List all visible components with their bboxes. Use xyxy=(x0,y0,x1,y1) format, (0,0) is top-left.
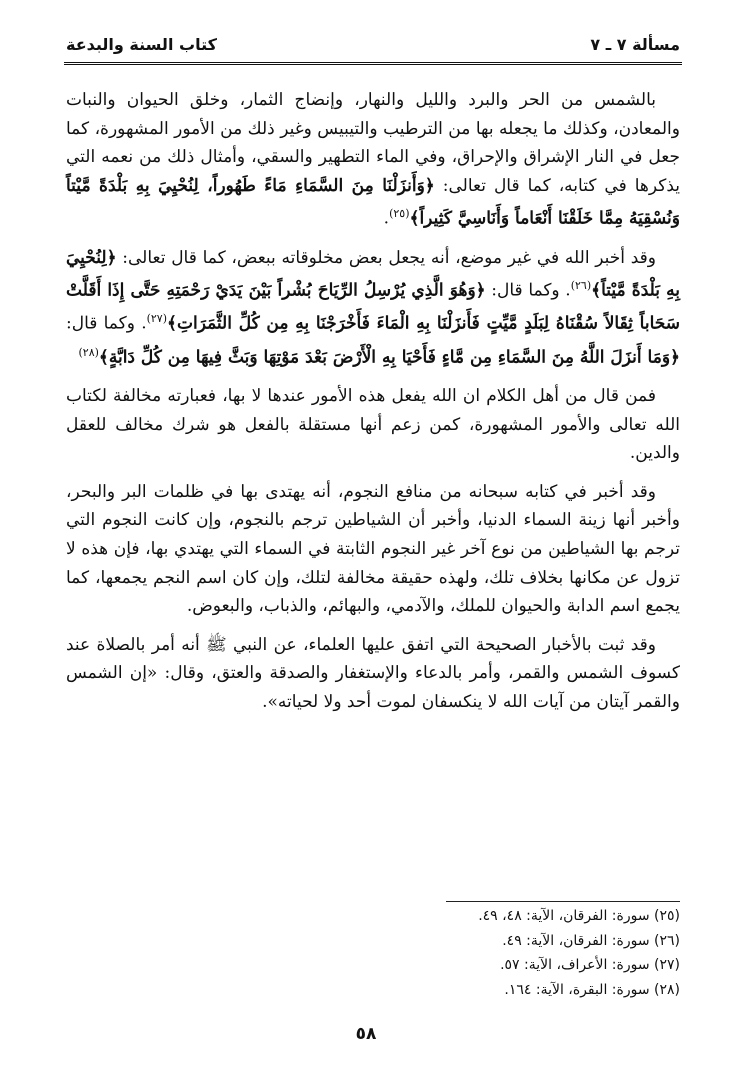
footnote: (٢٦) سورة: الفرقان، الآية: ٤٩. xyxy=(502,932,680,949)
footnote-ref: (٢٨) xyxy=(78,345,99,359)
footnote-ref: (٢٥) xyxy=(389,207,410,221)
footnote: (٢٥) سورة: الفرقان، الآية: ٤٨، ٤٩. xyxy=(478,908,680,924)
issue-number: مسألة ٧ ـ ٧ xyxy=(590,35,680,54)
footnote: (٢٧) سورة: الأعراف، الآية: ٥٧. xyxy=(500,957,680,973)
paragraph xyxy=(66,382,680,468)
paragraph xyxy=(66,244,680,372)
running-header xyxy=(66,35,680,59)
quran-verse: ﴿وَأَنزَلْنَا مِنَ السَّمَاءِ مَاءً طَهُوراً، لِنُحْيِيَ بِهِ بَلْدَةً مَّيْتاً وَنُسْقِيَهُ مِمَّا خَلَقْنَا أَنْعَاماً وَأَنَاسِيَّ كَثِيراً﴾ xyxy=(66,175,680,230)
paragraph xyxy=(66,478,680,621)
footnote-ref: (٢٧) xyxy=(146,312,168,326)
paragraph-text: وقد أخبر في كتابه سبحانه من منافع النجوم، أنه يهتدى بها في ظلمات البر والبحر، وأخبر أنها زينة السماء الدنيا، وأخبر أن الشياطين ترجم بالنجوم، وإن كانت النجوم التي ترجم بها الشياطين من نوع آخر غير النجوم الثابتة في السماء التي يهتدي بها، فإن هذه لا تزول عن مكانها بخلاف تلك، ولهذه حقيقة مخالفة لتلك، وإن كان اسم النجم يجمعها، كما يجمع اسم الدابة والحيوان للملك، والآدمي، والبهائم، والذباب، والبعوض. xyxy=(66,481,680,617)
footnote-rule xyxy=(446,901,680,902)
quran-verse: ﴿وَهُوَ الَّذِي يُرْسِلُ الرِّيَاحَ بُشْراً بَيْنَ يَدَيْ رَحْمَتِهِ حَتَّى إِذَا أَقَلَّتْ سَحَاباً ثِقَالاً سُقْنَاهُ لِبَلَدٍ مَّيِّتٍ فَأَنزَلْنَا بِهِ الْمَاءَ فَأَخْرَجْنَا بِهِ مِن كُلِّ الثَّمَرَاتِ﴾ xyxy=(66,280,680,335)
main-text xyxy=(66,86,680,727)
book-title: كتاب السنة والبدعة xyxy=(66,35,217,54)
quran-verse: ﴿لِنُحْيِيَ بِهِ بَلْدَةً مَّيْتاً﴾ xyxy=(66,247,680,301)
paragraph-text: . وكما قال: xyxy=(66,314,147,335)
paragraph-text: فمن قال من أهل الكلام ان الله يفعل هذه الأمور عندها لا بها، فعبارته مخالفة لكتاب الله تعالى والأمور المشهورة، كمن زعم أنها مستقلة بالفعل هو شرك مخالف للعقل والدين. xyxy=(66,385,680,464)
paragraph-text: وقد أخبر الله في غير موضع، أنه يجعل بعض مخلوقاته ببعض، كما قال تعالى: xyxy=(116,247,656,268)
footnote: (٢٨) سورة: البقرة، الآية: ١٦٤. xyxy=(504,981,680,998)
paragraph-text: وقد ثبت بالأخبار الصحيحة التي اتفق عليها العلماء، عن النبي ﷺ أنه أمر بالصلاة عند كسوف الشمس والقمر، وأمر بالدعاء والإستغفار والصدقة والعتق، وقال: «إن الشمس والقمر آيتان من آيات الله لا ينكسفان لموت أحد ولا لحياته». xyxy=(66,634,680,712)
quran-verse: ﴿وَمَا أَنزَلَ اللَّهُ مِنَ السَّمَاءِ مِن مَّاءٍ فَأَحْيَا بِهِ الْأَرْضَ بَعْدَ مَوْتِهَا وَبَثَّ فِيهَا مِن كُلِّ دَابَّةٍ﴾ xyxy=(98,347,680,368)
paragraph-text: . xyxy=(383,209,390,230)
paragraph-text: . وكما قال: xyxy=(485,280,571,301)
paragraph xyxy=(66,86,680,234)
paragraph-text: بالشمس من الحر والبرد والليل والنهار، وإنضاج الثمار، وخلق الحيوان والنبات والمعادن، وكذلك ما يجعله بها من الترطيب والتيبيس وغير ذلك من الأمور المشهورة، كما جعل في النار الإشراق والإحراق، وفي الماء التطهير والسقي، وأمثال ذلك من نعمه التي يذكرها في كتابه، كما قال تعالى: xyxy=(66,90,681,196)
footnotes xyxy=(380,904,680,1002)
paragraph xyxy=(66,631,680,717)
footnote-ref: (٢٦) xyxy=(570,279,592,293)
page-number: ٥٨ xyxy=(355,1024,377,1044)
header-rule xyxy=(64,62,682,65)
